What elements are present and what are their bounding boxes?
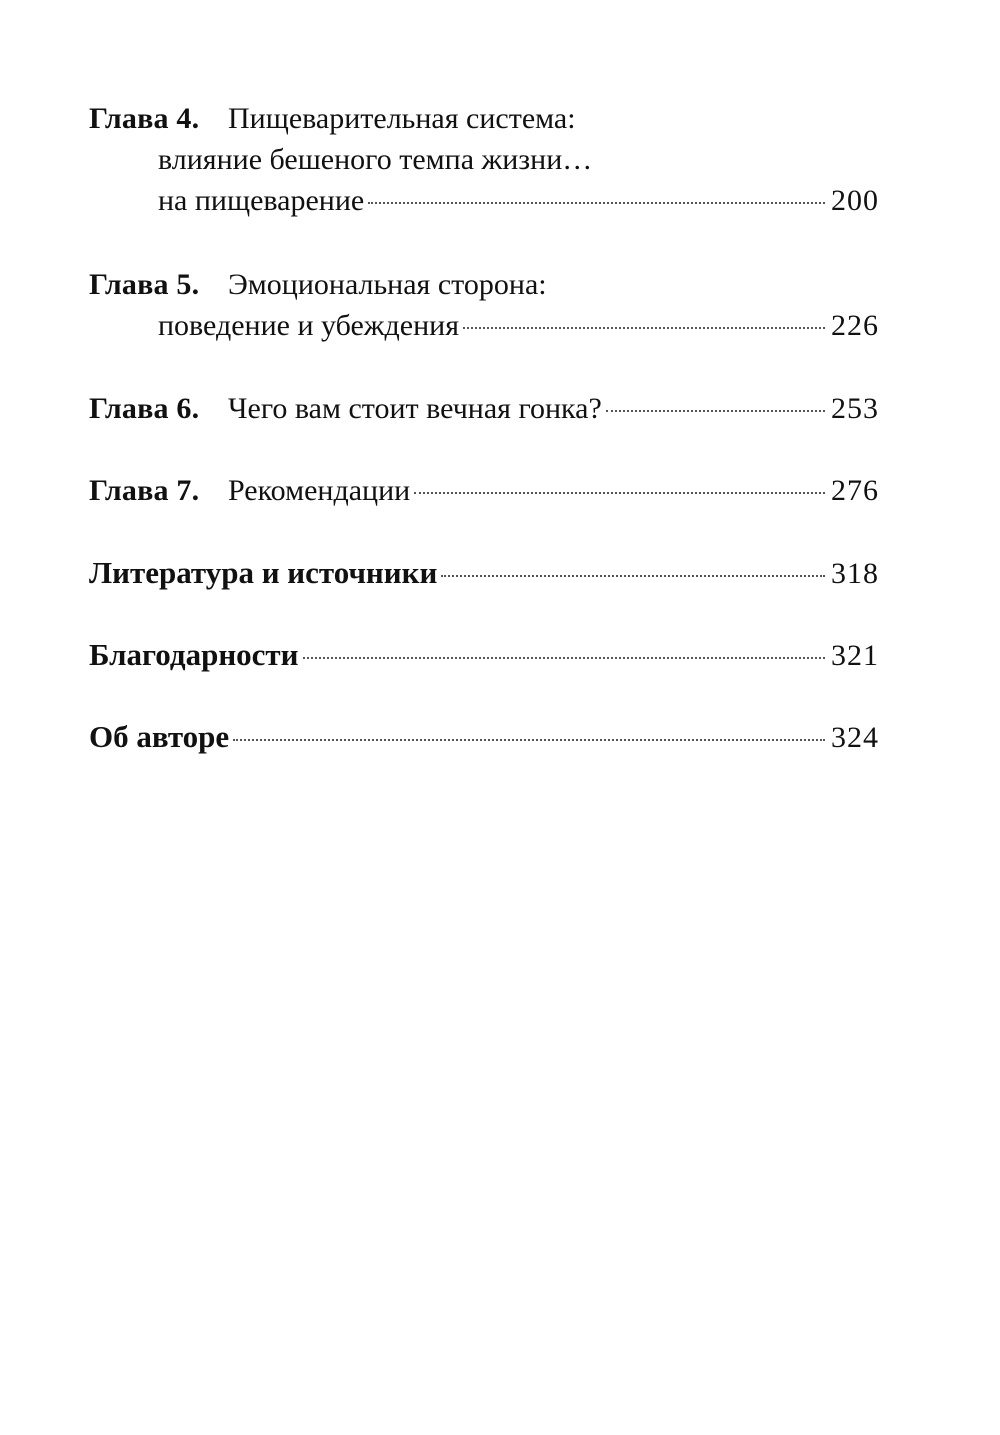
page-number: 226 bbox=[831, 309, 879, 342]
dot-leader bbox=[606, 410, 825, 412]
toc-line bbox=[89, 470, 879, 511]
toc-line bbox=[89, 388, 879, 429]
page-number: 321 bbox=[831, 639, 879, 672]
page-number: 324 bbox=[831, 721, 879, 754]
toc-line bbox=[89, 139, 879, 180]
chapter-title: Чего вам стоит вечная гонка? bbox=[228, 392, 602, 425]
chapter-title: Эмоциональная сторона: bbox=[228, 268, 547, 301]
table-of-contents bbox=[89, 98, 879, 757]
chapter-title: Пищеварительная система: bbox=[228, 102, 576, 135]
toc-line bbox=[89, 305, 879, 346]
chapter-label: Глава 7. bbox=[89, 474, 200, 507]
chapter-label: Глава 5. bbox=[89, 268, 200, 301]
toc-entry-literature[interactable] bbox=[89, 552, 879, 593]
page-number: 253 bbox=[831, 392, 879, 425]
chapter-label: Глава 4. bbox=[89, 102, 200, 135]
toc-entry-acknowledgements[interactable] bbox=[89, 634, 879, 675]
toc-line bbox=[89, 552, 879, 593]
dot-leader bbox=[414, 492, 825, 494]
toc-entry-chapter-6[interactable] bbox=[89, 388, 879, 429]
dot-leader bbox=[233, 739, 825, 741]
chapter-title-continued: поведение и убеждения bbox=[158, 309, 460, 342]
toc-line bbox=[89, 716, 879, 757]
section-title: Литература и источники bbox=[89, 555, 438, 590]
toc-entry-about-author[interactable] bbox=[89, 716, 879, 757]
toc-line bbox=[89, 180, 879, 221]
toc-line bbox=[89, 634, 879, 675]
dot-leader bbox=[368, 202, 825, 204]
toc-line bbox=[89, 264, 879, 305]
dot-leader bbox=[441, 575, 825, 577]
page-number: 318 bbox=[831, 557, 879, 590]
section-title: Об авторе bbox=[89, 719, 230, 754]
chapter-title: Рекомендации bbox=[228, 474, 411, 507]
toc-entry-chapter-4[interactable] bbox=[89, 98, 879, 221]
chapter-title-continued: влияние бешеного темпа жизни… bbox=[158, 143, 593, 176]
toc-entry-chapter-5[interactable] bbox=[89, 264, 879, 346]
dot-leader bbox=[303, 657, 825, 659]
toc-entry-chapter-7[interactable] bbox=[89, 470, 879, 511]
chapter-title-continued: на пищеварение bbox=[158, 184, 365, 217]
page-number: 276 bbox=[831, 474, 879, 507]
page-number: 200 bbox=[831, 184, 879, 217]
toc-line bbox=[89, 98, 879, 139]
chapter-label: Глава 6. bbox=[89, 392, 200, 425]
dot-leader bbox=[463, 327, 825, 329]
section-title: Благодарности bbox=[89, 637, 299, 672]
